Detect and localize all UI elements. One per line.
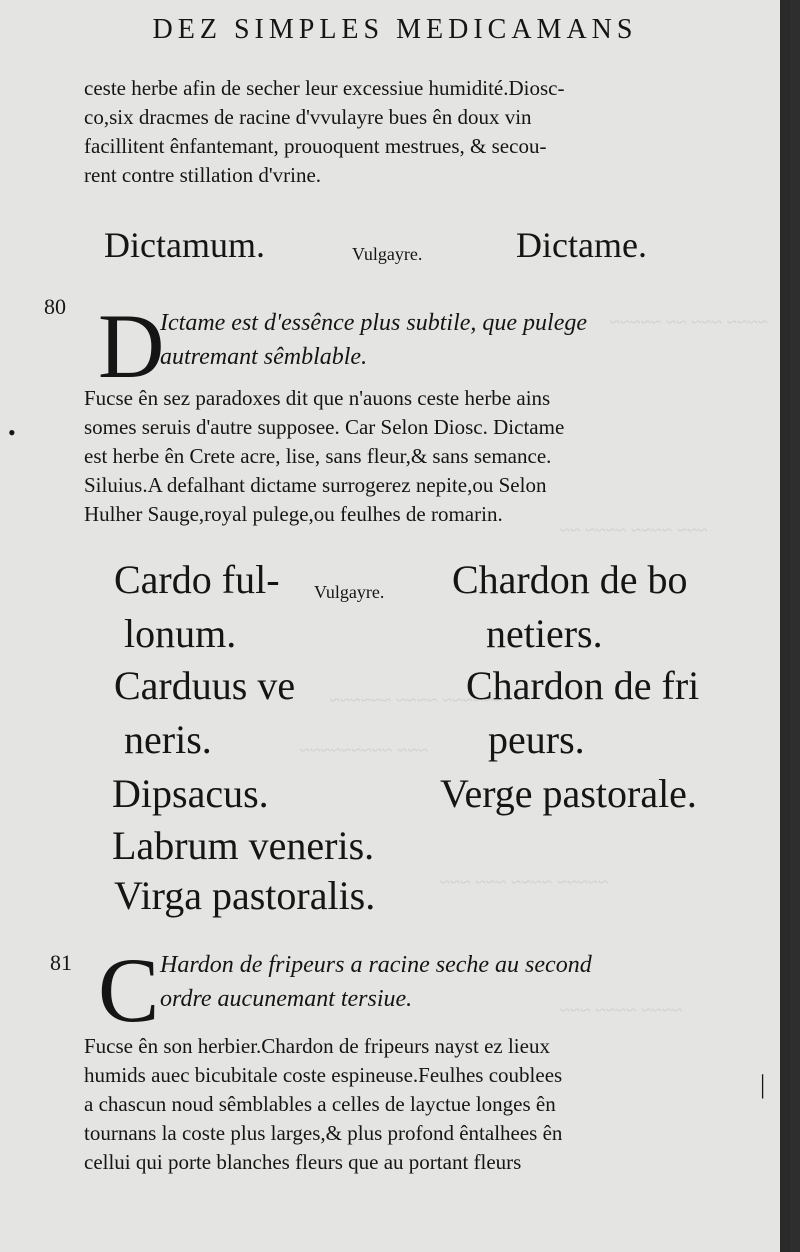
french-synonym: netiers. [486,611,603,656]
french-synonym: Verge pastorale. [440,771,697,816]
entry-body-line: Fucse ên son herbier.Chardon de fripeurs nayst ez lieux [84,1034,550,1058]
entry-french-name: Dictame. [516,225,647,265]
margin-mark: | [760,1070,766,1099]
entry-body-line: Siluius.A defalhant dictame surrogerez nepite,ou Selon [84,473,547,497]
entry-body-line: Fucse ên sez paradoxes dit que n'auons ceste herbe ains [84,386,551,410]
french-synonym: Chardon de bo [452,557,688,602]
intro-line: co,six dracmes de racine d'vvulayre bues ên doux vin [84,105,532,129]
vulgayre-label: Vulgayre. [352,244,423,264]
intro-line: rent contre stillation d'vrine. [84,163,322,187]
entry-body-line: a chascun noud sêmblables a celles de layctue longes ên [84,1092,556,1116]
entry-body-line: Hulher Sauge,royal pulege,ou feulhes de romarin. [84,502,503,526]
latin-synonym: Carduus ve [114,663,296,708]
lead-italic-line: Ictame est d'essênce plus subtile, que pulege [160,310,588,336]
latin-synonym: Labrum veneris. [112,823,375,868]
latin-synonym: lonum. [124,611,237,656]
french-synonym: Chardon de fri [466,663,700,708]
show-through-texture: ~~~ ~~~~ ~~~~ ~~ [560,520,708,541]
entry-body-line: cellui qui porte blanches fleurs que au portant fleurs [84,1150,522,1174]
margin-number: 80 [44,294,66,319]
drop-capital: D [98,295,165,397]
page-edge-shadow [780,0,790,1252]
show-through-texture: ~~~ ~~~~~~~~~ [300,740,429,761]
entry-body-line: est herbe ên Crete acre, lise, sans fleur,& sans semance. [84,444,552,468]
vulgayre-label: Vulgayre. [314,582,385,602]
margin-number: 81 [50,950,72,975]
show-through-texture: ~~~~~~ ~~~~ ~~~~~~ [330,690,504,711]
show-through-texture: ~~~~~ ~~~~ ~~~ ~~~ [440,872,609,893]
entry-body-line: tournans la coste plus larges,& plus profond êntalhees ên [84,1121,563,1145]
margin-mark: • [8,420,16,445]
entry-body-line: humids auec bicubitale coste espineuse.Feulhes coublees [84,1063,563,1087]
show-through-texture: ~~~~ ~~~~ ~~~ [560,1000,683,1021]
lead-italic-line: ordre aucunemant tersiue. [160,986,413,1012]
intro-line: ceste herbe afin de secher leur excessiue humidité.Diosc- [84,76,565,100]
french-synonym: peurs. [488,717,585,762]
latin-synonym: Virga pastoralis. [114,873,376,918]
intro-line: facillitent ênfantemant, prouoquent mestrues, & secou- [84,134,547,158]
entry-body-line: somes seruis d'autre supposee. Car Selon Diosc. Dictame [84,415,565,439]
latin-synonym: Dipsacus. [112,771,269,816]
entry-latin-name: Dictamum. [104,225,265,265]
lead-italic-line: autremant sêmblable. [160,344,368,370]
lead-italic-line: Hardon de fripeurs a racine seche au second [160,952,592,978]
running-head: DEZ SIMPLES MEDICAMANS [152,14,638,45]
latin-synonym: Cardo ful- [114,557,280,602]
latin-synonym: neris. [124,717,212,762]
drop-capital: C [98,939,160,1041]
show-through-texture: ~~~~ ~~~ ~~ ~~~~~ [610,312,769,333]
